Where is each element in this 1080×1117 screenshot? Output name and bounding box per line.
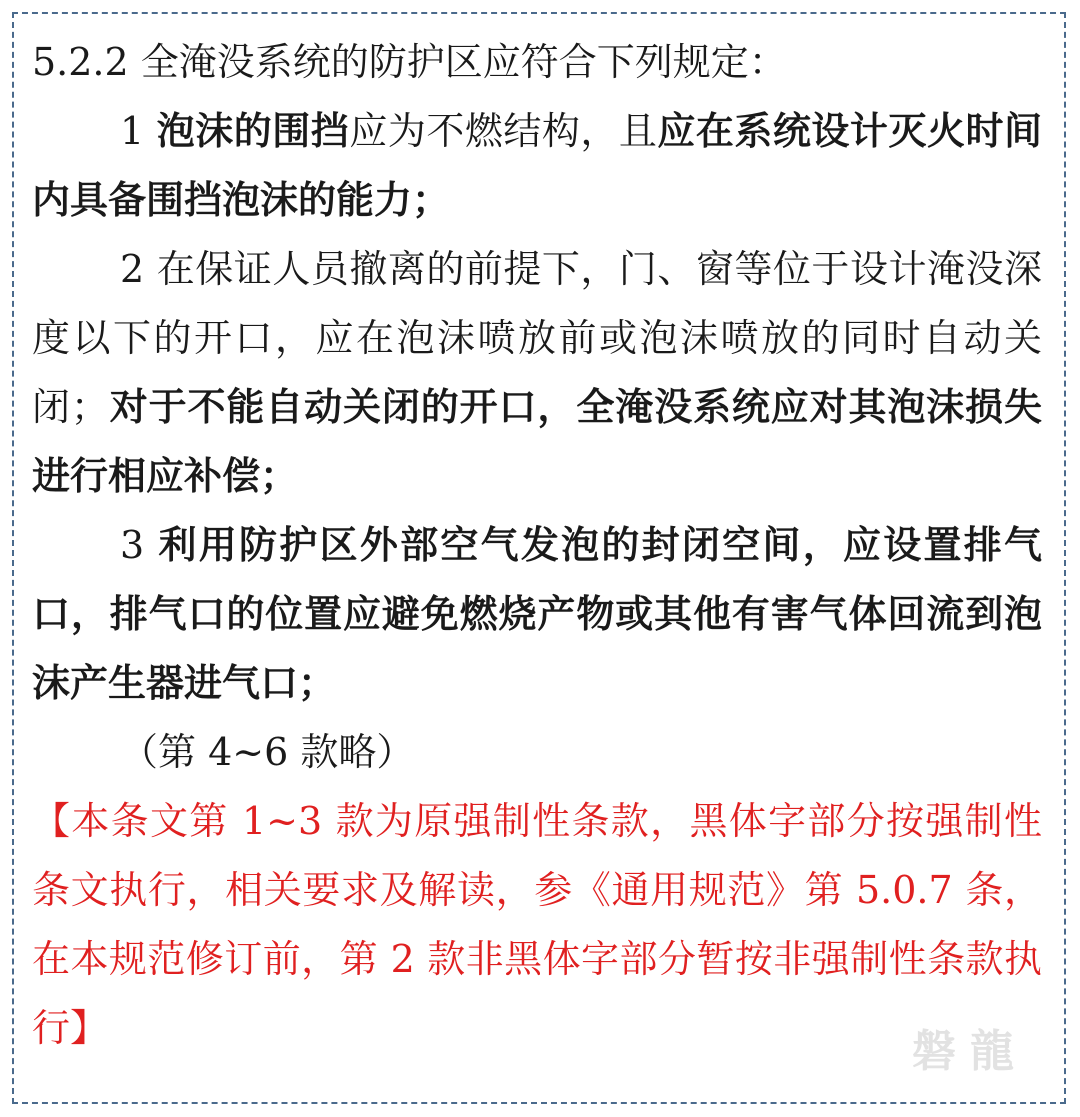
watermark-logo: 磐龍 bbox=[912, 1026, 1028, 1077]
item-1-bold-text-b: 应在系统设计灭火时间内具备围挡泡沫的能力； bbox=[32, 109, 1042, 222]
item-1-plain-text: 应为不燃结构，且 bbox=[349, 109, 658, 153]
item-1-number: 1 bbox=[120, 109, 157, 153]
clause-item-1 bbox=[32, 97, 1042, 235]
red-annotation: 【本条文第 1~3 款为原强制性条款，黑体字部分按强制性条文执行，相关要求及解读，参《通用规范》第 5.0.7 条，在本规范修订前，第 2 款非黑体字部分暂按非强制性条款执行】 bbox=[32, 799, 1042, 1050]
omitted-items-note: （第 4~6 款略） bbox=[120, 730, 415, 774]
item-3-number: 3 bbox=[120, 523, 159, 567]
item-3-bold-text: 利用防护区外部空气发泡的封闭空间，应设置排气口，排气口的位置应避免燃烧产物或其他有害气体回流到泡沫产生器进气口； bbox=[32, 523, 1042, 705]
clause-item-3 bbox=[32, 511, 1042, 718]
item-2-bold-text: 对于不能自动关闭的开口，全淹没系统应对其泡沫损失进行相应补偿； bbox=[32, 385, 1042, 498]
item-2-plain-text: 在保证人员撤离的前提下，门、窗等位于设计淹没深度以下的开口，应在泡沫喷放前或泡沫喷放的同时自动关闭； bbox=[32, 247, 1042, 429]
item-2-number: 2 bbox=[120, 247, 157, 291]
item-1-bold-text-a: 泡沫的围挡 bbox=[156, 109, 350, 153]
document-body bbox=[32, 28, 1042, 1063]
clause-heading: 5.2.2 全淹没系统的防护区应符合下列规定： bbox=[32, 40, 787, 84]
clause-item-2 bbox=[32, 235, 1042, 511]
